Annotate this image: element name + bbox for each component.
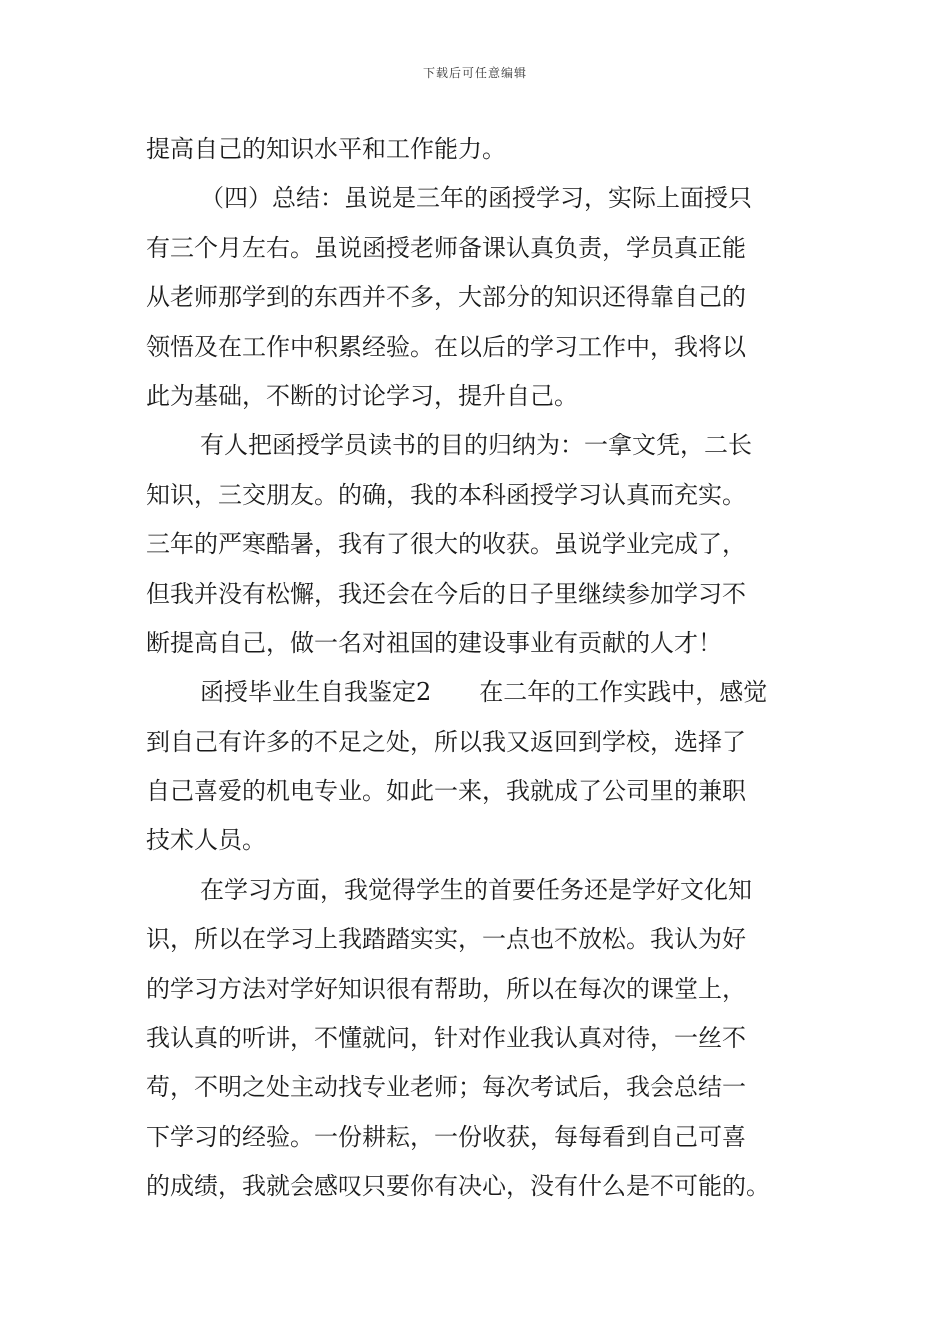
text-line: 苟，不明之处主动找专业老师；每次考试后，我会总结一 <box>146 1073 746 1102</box>
text-line: 提高自己的知识水平和工作能力。 <box>146 135 506 163</box>
text-line: 到自己有许多的不足之处，所以我又返回到学校，选择了 <box>146 727 746 756</box>
text-line: 有三个月左右。虽说函授老师备课认真负责，学员真正能 <box>146 233 746 262</box>
text-line: 此为基础，不断的讨论学习，提升自己。 <box>146 381 578 410</box>
text-line: 领悟及在工作中积累经验。在以后的学习工作中，我将以 <box>146 332 746 361</box>
text-line: 三年的严寒酷暑，我有了很大的收获。虽说学业完成了， <box>146 530 746 559</box>
text-line: 有人把函授学员读书的目的归纳为：一拿文凭，二长 <box>200 431 752 460</box>
text-line: 自己喜爱的机电专业。如此一来，我就成了公司里的兼职 <box>146 777 746 806</box>
text-line: 但我并没有松懈，我还会在今后的日子里继续参加学习不 <box>146 579 746 608</box>
text-line: 在学习方面，我觉得学生的首要任务还是学好文化知 <box>200 875 752 904</box>
section-heading-line: 函授毕业生自我鉴定2 在二年的工作实践中，感觉 <box>200 678 768 707</box>
text-line: （四）总结：虽说是三年的函授学习，实际上面授只 <box>200 184 752 213</box>
text-line: 从老师那学到的东西并不多，大部分的知识还得靠自己的 <box>146 283 746 312</box>
text-line: 我认真的听讲，不懂就问，针对作业我认真对待，一丝不 <box>146 1024 746 1053</box>
text-line: 知识，三交朋友。的确，我的本科函授学习认真而充实。 <box>146 480 746 509</box>
text-line: 识，所以在学习上我踏踏实实，一点也不放松。我认为好 <box>146 925 746 954</box>
text-line: 的学习方法对学好知识很有帮助，所以在每次的课堂上， <box>146 974 746 1003</box>
document-body <box>146 125 806 1212</box>
text-line: 断提高自己，做一名对祖国的建设事业有贡献的人才！ <box>146 628 722 657</box>
text-line: 的成绩，我就会感叹只要你有决心，没有什么是不可能的。 <box>146 1172 770 1201</box>
text-line: 下学习的经验。一份耕耘，一份收获，每每看到自己可喜 <box>146 1122 746 1151</box>
text-line: 技术人员。 <box>146 826 266 855</box>
page-header: 下载后可任意编辑 <box>422 66 527 80</box>
